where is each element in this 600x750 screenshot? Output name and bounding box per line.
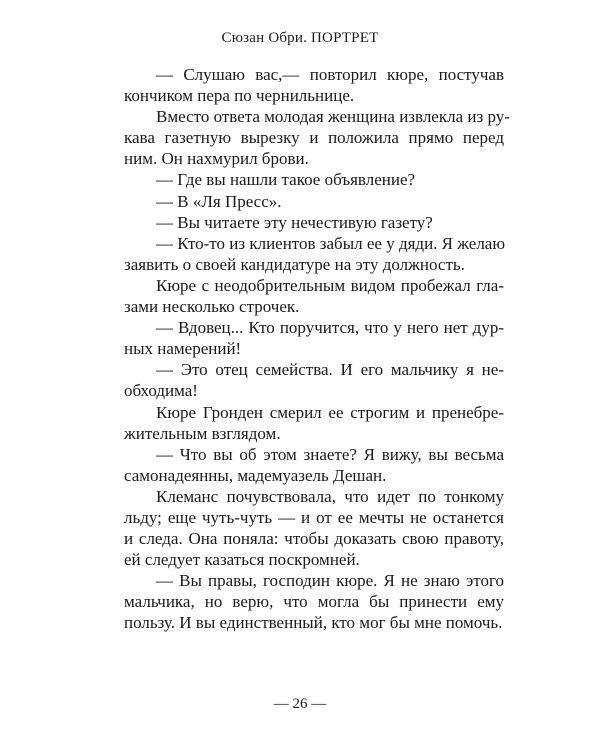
text-line: пользу. И вы единственный, кто мог бы мне помочь. <box>124 613 503 633</box>
page-number: — 26 — <box>273 696 327 712</box>
text-line: кава газетную вырезку и положила прямо перед <box>124 128 504 148</box>
text-line: — Вы правы, господин кюре. Я не знаю этого <box>156 571 504 591</box>
text-line: льду; еще чуть-чуть — и от ее мечты не останется <box>124 507 504 527</box>
text-line: ных намерений! <box>124 339 242 359</box>
running-header: Сюзан Обри. ПОРТРЕТ <box>221 30 379 46</box>
text-line: — Вдовец... Кто поручится, что у него нет дур- <box>156 318 504 338</box>
text-line: ним. Он нахмурил брови. <box>124 149 309 169</box>
text-line: и следа. Она поняла: чтобы доказать свою правоту, <box>124 529 504 549</box>
page-body-text <box>124 64 510 634</box>
text-line: — В «Ля Пресс». <box>156 191 282 211</box>
text-line: Вместо ответа молодая женщина извлекла из ру- <box>156 107 510 127</box>
text-line: жительным взглядом. <box>124 423 281 443</box>
text-line: зами несколько строчек. <box>124 297 300 317</box>
text-line: ей следует казаться поскромней. <box>124 550 360 570</box>
text-line: — Вы читаете эту нечестивую газету? <box>156 212 433 232</box>
text-line: — Кто-то из клиентов забыл ее у дяди. Я желаю <box>156 233 506 253</box>
text-line: кончиком пера по чернильнице. <box>124 86 355 106</box>
text-line: — Слушаю вас,— повторил кюре, постучав <box>156 65 504 84</box>
text-line: заявить о своей кандидатуре на эту должность. <box>124 254 465 274</box>
text-line: Кюре Гронден смерил ее строгим и пренебре- <box>156 402 504 422</box>
text-line: мальчика, но верю, что могла бы принести ему <box>124 592 504 612</box>
text-line: Кюре с неодобрительным видом пробежал гла- <box>156 275 504 295</box>
text-line: самонадеянны, мадемуазель Дешан. <box>124 465 387 485</box>
text-line: обходима! <box>124 381 198 401</box>
text-line: — Что вы об этом знаете? Я вижу, вы весьма <box>156 444 504 464</box>
text-line: — Это отец семейства. И его мальчику я не- <box>156 360 504 380</box>
text-line: — Где вы нашли такое объявление? <box>156 170 416 190</box>
text-line: Клеманс почувствовала, что идет по тонкому <box>156 486 504 506</box>
